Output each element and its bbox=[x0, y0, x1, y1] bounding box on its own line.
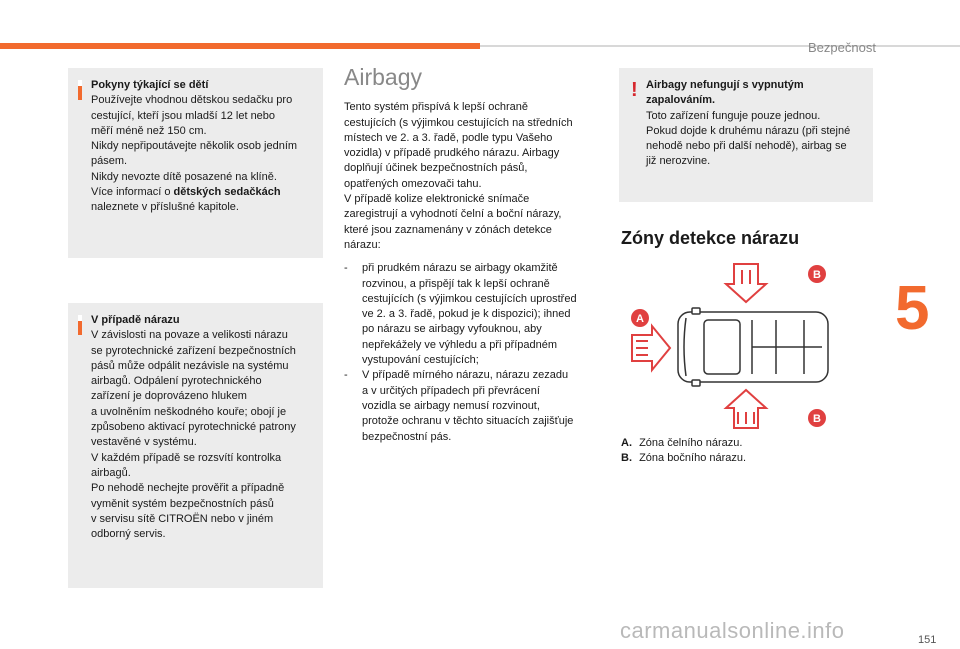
top-rule bbox=[480, 45, 960, 47]
side-impact-arrows-bottom bbox=[726, 390, 766, 428]
note-children bbox=[68, 68, 323, 258]
legend-text: Zóna čelního nárazu. bbox=[639, 437, 743, 449]
label-b-text: B bbox=[813, 413, 821, 425]
note-line: a uvolněním neškodného kouře; obojí je bbox=[91, 405, 287, 418]
warning-line: Pokud dojde k druhému nárazu (při stejné bbox=[646, 124, 851, 137]
warning-line: nehodě nebo při další nehodě), airbag se bbox=[646, 140, 847, 153]
note-line: v servisu sítě CITROËN nebo v jiném bbox=[91, 512, 274, 525]
side-impact-arrows-top bbox=[726, 264, 766, 302]
airbags-line: V případě kolize elektronické snímače bbox=[344, 193, 530, 206]
airbags-line: které jsou zaznamenány v zónách detekce bbox=[344, 223, 552, 236]
note-line: zařízení je doprovázeno hlukem bbox=[91, 390, 247, 403]
airbags-line: doplňují účinek bezpečnostních pásů, bbox=[344, 162, 528, 175]
zones-legend bbox=[621, 436, 746, 467]
note-line: se pyrotechnické zařízení bezpečnostních bbox=[91, 344, 296, 357]
list-line: vozidla se airbagy nemusí rozvinout, bbox=[362, 399, 540, 412]
warning-title: Airbagy nefungují s vypnutým bbox=[646, 79, 804, 91]
legend-item bbox=[621, 436, 746, 451]
airbags-line: místech ve 2. a 3. řadě, podle typu Vašeho bbox=[344, 131, 553, 144]
front-impact-arrows bbox=[632, 326, 670, 370]
note-line: Používejte vhodnou dětskou sedačku pro bbox=[91, 94, 293, 107]
note-children-title: Pokyny týkající se dětí bbox=[91, 79, 209, 91]
note-line: pásů může odpálit nezávisle na systému bbox=[91, 359, 289, 372]
airbags-line: vozidla) v případě prudkého nárazu. Airbagy bbox=[344, 147, 560, 160]
note-line: cestující, kteří jsou mladší 12 let nebo bbox=[91, 109, 276, 122]
list-line: - při prudkém nárazu se airbagy okamžitě bbox=[362, 262, 558, 275]
note-line: Po nehodě nechejte prověřit a případně bbox=[91, 482, 285, 495]
page-number: 151 bbox=[918, 634, 937, 646]
list-line: a v určitých případech při převrácení bbox=[362, 384, 540, 397]
note-impact bbox=[68, 303, 323, 588]
note-line: odborný servis. bbox=[91, 528, 166, 541]
list-item bbox=[344, 261, 602, 368]
warning-title: zapalováním. bbox=[646, 94, 716, 107]
section-title: Bezpečnost bbox=[808, 40, 876, 55]
airbags-line: cestujících (s výjimkou cestujících na středních bbox=[344, 116, 573, 129]
list-line: rozvinou, a přispějí tak k lepší ochraně bbox=[362, 277, 550, 290]
note-line: pásem. bbox=[91, 155, 128, 168]
airbags-section bbox=[344, 64, 602, 445]
list-item bbox=[344, 368, 602, 444]
warning-line: již nerozvine. bbox=[646, 155, 711, 168]
label-a-text: A bbox=[636, 313, 644, 325]
list-line: ve 2. a 3. řadě, pokud je k dispozici); ihned bbox=[362, 308, 571, 321]
note-line: vyměnit systém bezpečnostních pásů bbox=[91, 497, 274, 510]
note-impact-title: V případě nárazu bbox=[91, 314, 180, 326]
note-line: airbagů. bbox=[91, 466, 131, 479]
list-line: po nárazu se airbagy vyfouknou, aby bbox=[362, 323, 542, 336]
van-top-view bbox=[678, 308, 828, 386]
impact-zones-diagram bbox=[626, 262, 846, 432]
note-line: airbagů. Odpálení pyrotechnického bbox=[91, 375, 262, 388]
legend-item bbox=[621, 451, 746, 466]
list-line: bezpečnostní pás. bbox=[362, 430, 452, 443]
ref-prefix: Více informací o bbox=[91, 186, 174, 199]
list-line: nepřekážely ve výhledu a při případném bbox=[362, 338, 558, 351]
ref-bold: dětských sedačkách bbox=[173, 186, 281, 199]
airbags-line: opatřených omezovači tahu. bbox=[344, 177, 482, 190]
note-line: Nikdy nevozte dítě posazené na klíně. bbox=[91, 170, 277, 183]
airbags-line: zaregistrují a vyhodnotí čelní a boční nárazy, bbox=[344, 208, 562, 221]
list-line: vystupování cestujících; bbox=[362, 354, 479, 367]
warning-icon: ! bbox=[631, 79, 638, 101]
info-icon bbox=[78, 315, 82, 335]
legend-key: A. bbox=[621, 437, 632, 449]
note-line: V každém případě se rozsvítí kontrolka bbox=[91, 451, 282, 464]
watermark: carmanualsonline.info bbox=[620, 618, 845, 643]
note-line bbox=[91, 185, 315, 200]
top-accent-bar bbox=[0, 43, 480, 49]
list-line: cestujících (s výjimkou cestujících uprostřed bbox=[362, 292, 577, 305]
label-b-text: B bbox=[813, 269, 821, 281]
legend-key: B. bbox=[621, 452, 632, 465]
airbags-line: Tento systém přispívá k lepší ochraně bbox=[344, 101, 529, 114]
airbags-line: nárazu: bbox=[344, 238, 381, 251]
note-line: naleznete v příslušné kapitole. bbox=[91, 201, 239, 214]
airbags-heading: Airbagy bbox=[344, 64, 422, 90]
legend-text: Zóna bočního nárazu. bbox=[639, 452, 747, 465]
airbags-list bbox=[344, 261, 602, 445]
warning-box bbox=[619, 68, 873, 202]
note-line: vestavěné v systému. bbox=[91, 436, 197, 449]
note-line: měří méně než 150 cm. bbox=[91, 124, 207, 137]
note-line: způsobeno aktivací pyrotechnické patrony bbox=[91, 421, 296, 434]
note-line: Nikdy nepřipoutávejte několik osob jedním bbox=[91, 140, 298, 153]
note-line: V závislosti na povaze a velikosti nárazu bbox=[91, 329, 288, 342]
zones-heading: Zóny detekce nárazu bbox=[621, 228, 800, 248]
info-icon bbox=[78, 80, 82, 100]
list-line: protože ochranu v těchto situacích zajišťuje bbox=[362, 415, 574, 428]
warning-line: Toto zařízení funguje pouze jednou. bbox=[646, 109, 821, 122]
chapter-number: 5 bbox=[895, 274, 930, 343]
list-line: - V případě mírného nárazu, nárazu zezadu bbox=[362, 369, 569, 382]
